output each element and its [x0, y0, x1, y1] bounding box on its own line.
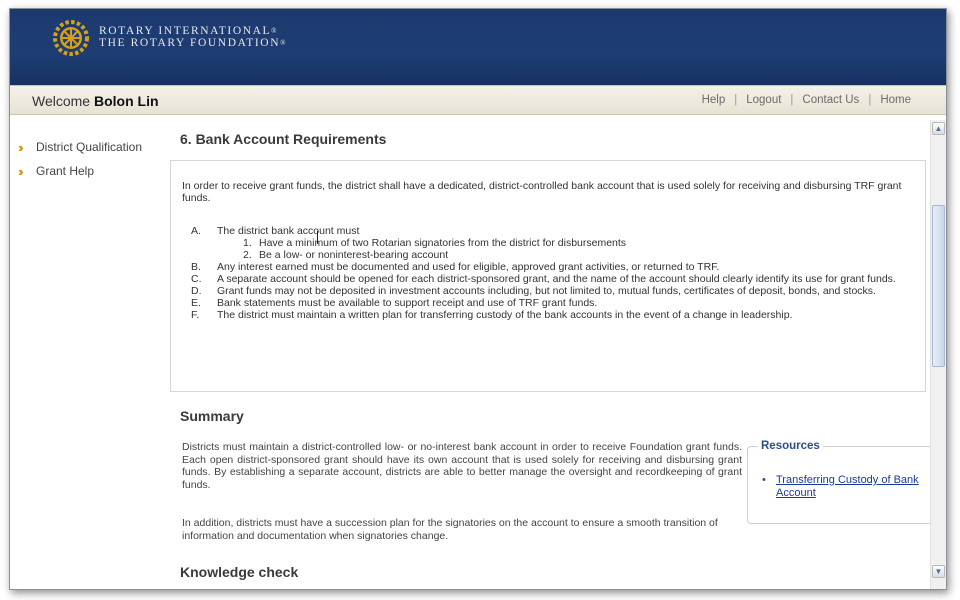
list-item: [191, 285, 911, 297]
list-item: [191, 273, 911, 285]
registered-mark: ®: [280, 39, 288, 47]
list-item: [191, 297, 911, 309]
list-item-text: Be a low- or noninterest-bearing account: [259, 249, 449, 261]
link-separator: |: [868, 94, 872, 106]
welcome-prefix: Welcome: [32, 93, 91, 109]
resources-heading: Resources: [758, 440, 823, 452]
summary-paragraph-1: Districts must maintain a district-controlled low- or no-interest bank account in order to receive Foundation grant funds. Each open district-sponsored grant should have its own account that is used solely for receiving and disbursing grant funds. By establishing a separate account, districts are able to better manage the oversight and recordkeeping of grant funds.: [182, 441, 742, 491]
list-item: [191, 309, 911, 321]
sidebar-item-district-qualification[interactable]: [18, 135, 168, 159]
link-separator: |: [734, 94, 738, 106]
welcome-message: [32, 93, 159, 109]
sidebar-item-label: Grant Help: [36, 164, 95, 178]
scroll-up-button[interactable]: ▲: [932, 122, 945, 135]
main-content: [170, 117, 930, 590]
list-item-text: Grant funds may not be deposited in investment accounts including, but not limited to, mutual funds, certificates of deposit, bonds, and stocks.: [217, 285, 876, 297]
help-link[interactable]: Help: [701, 94, 726, 106]
list-item-text: Have a minimum of two Rotarian signatories from the district for disbursements: [259, 237, 627, 249]
site-header: [10, 9, 946, 85]
chevron-right-icon: ››: [18, 163, 21, 179]
link-separator: |: [790, 94, 794, 106]
logo-wordmark[interactable]: [99, 25, 287, 49]
list-marker: B.: [191, 261, 201, 273]
list-item: [191, 261, 911, 273]
list-marker: C.: [191, 273, 202, 285]
contact-us-link[interactable]: Contact Us: [802, 94, 860, 106]
scroll-down-button[interactable]: ▼: [932, 565, 945, 578]
list-marker: F.: [191, 309, 200, 321]
logout-link[interactable]: Logout: [746, 94, 782, 106]
transferring-custody-link[interactable]: Transferring Custody of Bank Account: [776, 474, 919, 499]
requirements-list: [191, 225, 911, 321]
list-item: [243, 237, 911, 249]
list-marker: D.: [191, 285, 202, 297]
home-link[interactable]: Home: [880, 94, 911, 106]
bullet-icon: •: [762, 474, 766, 486]
list-item-text: Bank statements must be available to support receipt and use of TRF grant funds.: [217, 297, 598, 309]
list-item-text: The district must maintain a written plan for transferring custody of the bank accounts in the event of a change in leadership.: [217, 309, 793, 321]
list-marker: A.: [191, 225, 201, 237]
sidebar: [18, 135, 168, 183]
top-nav-links: [702, 94, 911, 106]
list-item-text: Any interest earned must be documented and used for eligible, approved grant activities, or returned to TRF.: [217, 261, 720, 273]
knowledge-check-heading: Knowledge check: [180, 564, 299, 580]
rotary-wheel-logo-icon[interactable]: [50, 17, 92, 59]
text-cursor-icon: [317, 231, 323, 244]
requirements-intro: In order to receive grant funds, the district shall have a dedicated, district-controlled bank account that is used solely for receiving and disbursing TRF grant funds.: [182, 180, 902, 204]
list-item: [191, 225, 911, 261]
vertical-scrollbar[interactable]: [930, 120, 946, 590]
logo-line-2: THE ROTARY FOUNDATION: [99, 37, 281, 49]
summary-heading: Summary: [180, 408, 244, 424]
registered-mark: ®: [271, 27, 279, 35]
list-item-text: A separate account should be opened for each district-sponsored grant, and the name of the account should clearly identify its use for grant funds.: [217, 273, 896, 285]
list-item: [243, 249, 911, 261]
logo-line-1: ROTARY INTERNATIONAL: [99, 25, 272, 37]
resource-item: [762, 474, 922, 500]
list-marker: 1.: [243, 237, 252, 249]
list-marker: 2.: [243, 249, 252, 261]
browser-window: [9, 8, 947, 590]
requirements-box: [170, 160, 926, 392]
chevron-right-icon: ››: [18, 139, 21, 155]
user-name: Bolon Lin: [93, 93, 159, 109]
sidebar-item-label: District Qualification: [36, 140, 143, 154]
list-item-text: The district bank account must: [217, 225, 360, 237]
section-title: 6. Bank Account Requirements: [180, 131, 387, 147]
summary-paragraph-2: In addition, districts must have a succession plan for the signatories on the account to ensure a smooth transition of information and documentation when signatories change.: [182, 517, 718, 542]
welcome-bar: [10, 85, 946, 115]
sidebar-item-grant-help[interactable]: [18, 159, 168, 183]
list-marker: E.: [191, 297, 201, 309]
resources-panel: [747, 440, 930, 524]
scrollbar-thumb[interactable]: [932, 205, 945, 367]
